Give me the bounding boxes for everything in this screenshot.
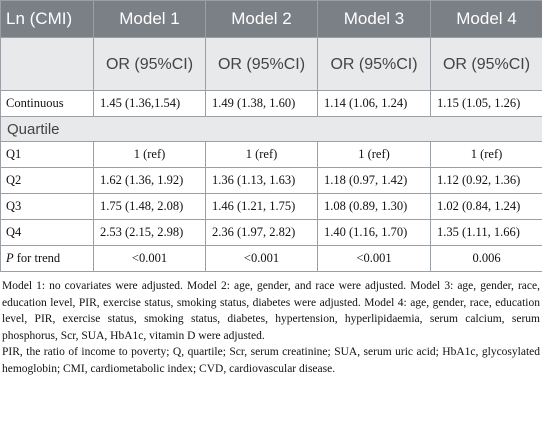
table-cell: 1.35 (1.11, 1.66) <box>431 220 542 246</box>
table-cell: 1.45 (1.36,1.54) <box>94 91 206 117</box>
header-ln-cmi: Ln (CMI) <box>1 1 94 38</box>
table-row-q4 <box>1 220 542 246</box>
table-cell: 1.18 (0.97, 1.42) <box>318 168 431 194</box>
subheader-or-ci: OR (95%CI) <box>94 38 206 91</box>
table-cell: <0.001 <box>318 246 431 272</box>
header-model-4: Model 4 <box>431 1 542 38</box>
row-label: Q2 <box>1 168 94 194</box>
table-cell: 1.08 (0.89, 1.30) <box>318 194 431 220</box>
table-row-q1 <box>1 142 542 168</box>
table-row-q3 <box>1 194 542 220</box>
header-model-3: Model 3 <box>318 1 431 38</box>
table-cell: 1.40 (1.16, 1.70) <box>318 220 431 246</box>
row-label <box>1 246 94 272</box>
table-cell: 2.36 (1.97, 2.82) <box>206 220 318 246</box>
row-label: Q3 <box>1 194 94 220</box>
table-cell: 1.14 (1.06, 1.24) <box>318 91 431 117</box>
table-cell: <0.001 <box>94 246 206 272</box>
table-cell: 1.15 (1.05, 1.26) <box>431 91 542 117</box>
subheader-or-ci: OR (95%CI) <box>431 38 542 91</box>
table-cell: 1.49 (1.38, 1.60) <box>206 91 318 117</box>
row-label: Q1 <box>1 142 94 168</box>
table-footnotes <box>0 272 542 377</box>
table-cell: 1 (ref) <box>431 142 542 168</box>
p-italic: P <box>6 251 14 265</box>
table-section-quartile <box>1 117 542 142</box>
table-cell: 1.75 (1.48, 2.08) <box>94 194 206 220</box>
table-cell: 0.006 <box>431 246 542 272</box>
table-header-row <box>1 1 542 38</box>
header-model-2: Model 2 <box>206 1 318 38</box>
footnote-abbreviations: PIR, the ratio of income to poverty; Q, quartile; Scr, serum creatinine; SUA, serum uric acid; HbA1c, glycosylated hemoglobin; CMI, cardiometabolic index; CVD, cardiovascular disease. <box>2 346 540 375</box>
table-cell: 1.12 (0.92, 1.36) <box>431 168 542 194</box>
header-model-1: Model 1 <box>94 1 206 38</box>
table-row-p-trend <box>1 246 542 272</box>
footnote-models: Model 1: no covariates were adjusted. Model 2: age, gender, and race were adjusted. Model 3: age, gender, race, education level, PIR, exercise status, smoking status, diabetes were adjusted. Model 4: age, gender, race, education level, PIR, exercise status, smoking status, diabetes, hypertension, hyperlipidaemia, serum calcium, serum phosphorus, Scr, SUA, HbA1c, vitamin D were adjusted. <box>2 280 540 342</box>
row-label: Continuous <box>1 91 94 117</box>
table-cell: <0.001 <box>206 246 318 272</box>
table-cell: 1.36 (1.13, 1.63) <box>206 168 318 194</box>
table-cell: 1 (ref) <box>206 142 318 168</box>
table-cell: 1 (ref) <box>94 142 206 168</box>
subheader-empty-cell <box>1 38 94 91</box>
table-cell: 1 (ref) <box>318 142 431 168</box>
table-cell: 1.62 (1.36, 1.92) <box>94 168 206 194</box>
subheader-or-ci: OR (95%CI) <box>206 38 318 91</box>
table-cell: 1.02 (0.84, 1.24) <box>431 194 542 220</box>
table-cell: 1.46 (1.21, 1.75) <box>206 194 318 220</box>
section-label: Quartile <box>1 117 542 142</box>
table-cell: 2.53 (2.15, 2.98) <box>94 220 206 246</box>
table-subheader-row <box>1 38 542 91</box>
subheader-or-ci: OR (95%CI) <box>318 38 431 91</box>
table-row-continuous <box>1 91 542 117</box>
row-label: Q4 <box>1 220 94 246</box>
table-row-q2 <box>1 168 542 194</box>
trend-label-text: for trend <box>13 251 61 265</box>
